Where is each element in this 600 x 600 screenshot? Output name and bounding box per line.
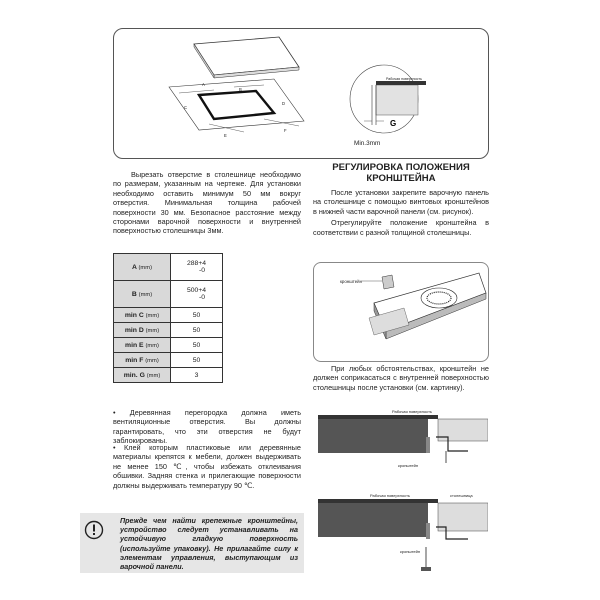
worktop-section [376,85,418,115]
dimension-unit: (mm) [145,357,159,364]
table-row [114,254,223,281]
dimension-value [171,323,223,338]
dimension-unit: (mm) [138,291,153,298]
cutout-diagram [114,29,488,158]
dimension-value [171,353,223,368]
dimensions-table-wrap [113,253,223,383]
dimension-unit: (mm) [138,264,153,271]
work-surface-label-1: Рабочая поверхность [392,409,432,414]
dim-label-a: A [202,82,205,87]
contact-paragraph: При любых обстоятельствах, кронштейн не должен соприкасаться с внутренней поверхностью столешницы после установки (см. картинку). [313,364,489,392]
table-row [114,368,223,383]
adjust-paragraph: Отрегулируйте положение кронштейна в соответствии с разной толщиной столешницы. [313,218,489,237]
heading-line-1: РЕГУЛИРОВКА ПОЛОЖЕНИЯ [332,162,470,173]
tabletop-1 [438,419,488,441]
dimension-value-text: 500+4 [186,287,207,294]
hob-top-1 [318,415,438,419]
dimension-key-text: min E [125,341,144,349]
bracket-label: кронштейн [340,279,363,284]
dimension-key [114,281,171,308]
dimension-value-text: 50 [192,356,201,364]
hob-body-1 [318,419,428,453]
dimension-key-text: A [131,263,137,271]
dim-label-d: D [282,101,286,106]
screw-icon [421,567,431,571]
table-row [114,338,223,353]
dim-label-b: B [239,87,242,92]
dimension-key [114,338,171,353]
dimension-tolerance: -0 [198,294,205,301]
installation-dimensions-figure [113,28,489,159]
left-column [113,170,301,236]
dimension-unit: (mm) [145,342,159,349]
dimension-value-text: 50 [192,341,201,349]
bracket-label-1: кронштейн [398,463,419,468]
dimension-key [114,368,171,383]
dimension-key [114,254,171,281]
contact-note [313,364,489,392]
dimension-key-text: min D [124,326,144,334]
dimension-value [171,308,223,323]
dimension-value [171,254,223,281]
dimension-value-text: 50 [192,311,201,319]
dimension-tolerance: -0 [198,267,205,274]
table-row [114,281,223,308]
dimension-key-text: min C [124,311,144,319]
bracket-figure [313,262,489,362]
warning-text: Прежде чем найти крепежные кронштейны, устройство следует устанавливать на устойчивую гладкую поверхность (используйте упаковку). Не прилагайте силу к элементам управления, выступающим из варочной панели. [120,516,298,572]
warning-box [80,513,304,573]
warning-icon [84,520,104,540]
table-row [114,353,223,368]
dimension-key [114,353,171,368]
ventilation-note [113,408,301,446]
bracket-label-2: кронштейн [400,549,421,554]
dimension-unit: (mm) [145,312,160,319]
dimension-key-text: B [131,290,137,298]
bracket-section-figures [318,407,488,585]
cutout-instructions: Вырезать отверстие в столешнице необходимо по размерам, указанным на чертеже. Для установки необходимо оставить минимум 50 мм вокруг отверстия. Минимальная толщина рабочей поверхности 30 мм. Безопасное расстояние между сторонами варочной поверхности и внутренней поверхностью столешницы 3мм. [113,170,301,236]
glue-bullet: • Клей которым пластиковые или деревянные материалы крепятся к мебели, должен выдерживать не менее 150 ℃, чтобы избежать отклеивания обшивки. Задняя стенка и прилегающие поверхности должны выдерживать температуру 90 ℃. [113,443,301,490]
dimension-key [114,308,171,323]
dimension-unit: (mm) [146,372,161,379]
hob-body-2 [318,503,428,537]
hob-edge [376,81,426,85]
dimension-key-text: min F [125,356,144,364]
section-heading [313,162,489,184]
dimension-value-text: 50 [192,326,201,334]
right-column [313,162,489,237]
fixing-paragraph: После установки закрепите варочную панель на столешнице с помощью винтовых кронштейнов в нижней части варочной панели (см. рисунок). [313,188,489,216]
dimension-value-text: 3 [194,371,199,379]
ventilation-bullet: • Деревянная перегородка должна иметь вентиляционные отверстия. Вы должны гарантировать, что эти отверстия не будут заблокированы. [113,408,301,446]
dimension-value-text: 288+4 [186,260,207,267]
panel-label: Рабочая поверхность [386,77,422,81]
dimension-key [114,323,171,338]
dim-label-g: G [390,119,397,128]
glue-note [113,443,301,490]
work-surface-label-2: Рабочая поверхность [370,493,410,498]
dimension-value [171,368,223,383]
dimension-value [171,338,223,353]
dimensions-table [113,253,223,383]
cutout-shape [199,91,274,119]
table-row [114,308,223,323]
dimension-unit: (mm) [145,327,160,334]
dim-label-c: C [184,105,188,110]
tabletop-label: столешница [450,493,473,498]
dimension-value [171,281,223,308]
min-gap-label: Min.3mm [354,140,381,147]
dim-label-e: E [224,133,227,138]
table-row [114,323,223,338]
hob-top-2 [318,499,438,503]
dimension-key-text: min. G [123,371,145,379]
dim-label-f: F [284,128,287,133]
heading-line-2: КРОНШТЕЙНА [366,173,436,184]
